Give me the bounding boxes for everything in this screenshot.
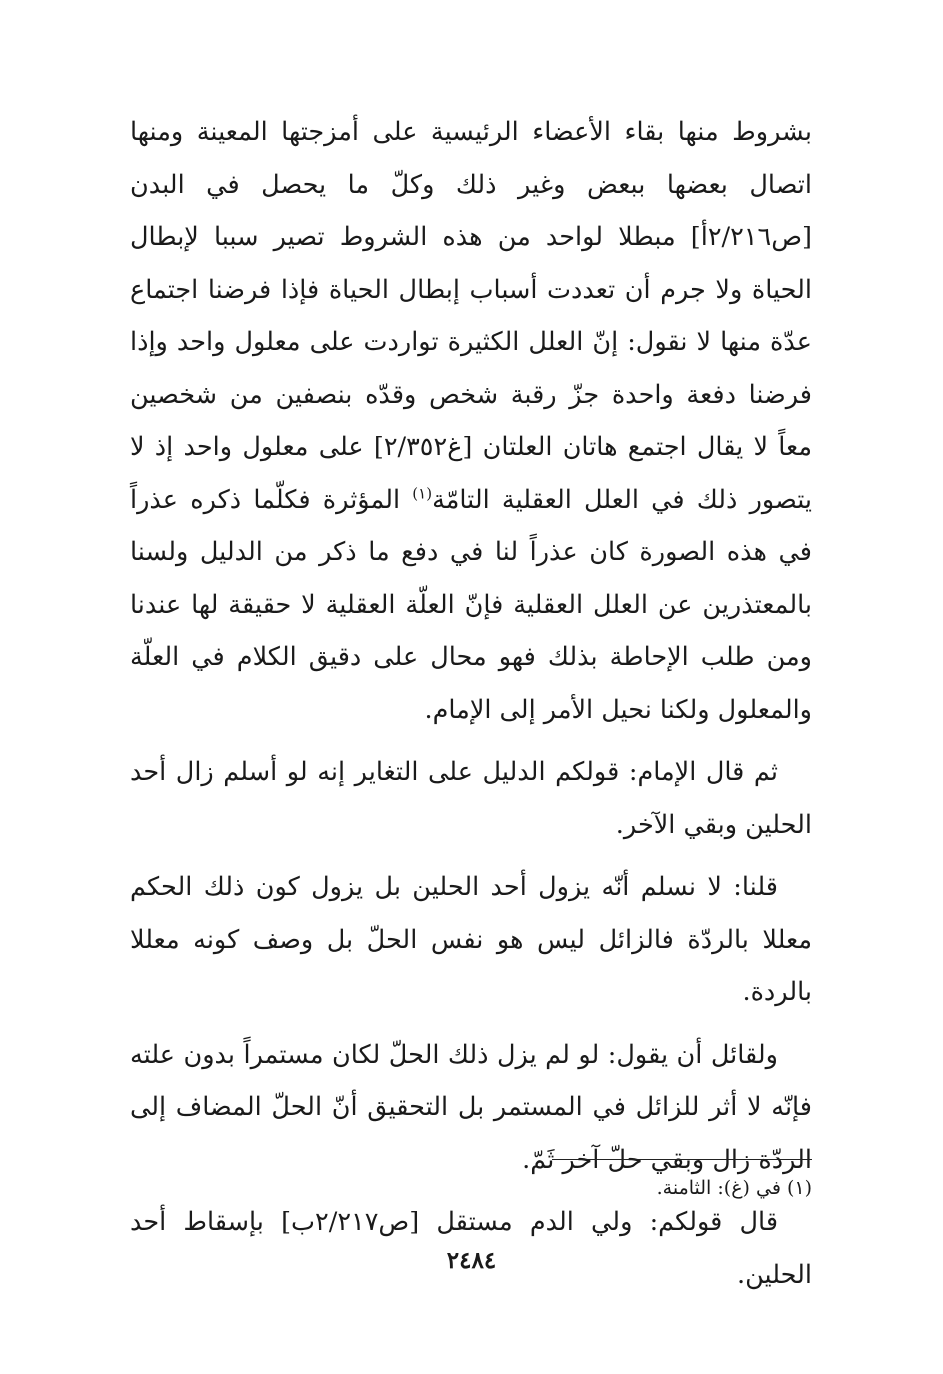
page-number: ٢٤٨٤ xyxy=(446,1247,497,1274)
paragraph-3: قلنا: لا نسلم أنّه يزول أحد الحلين بل يزول كون ذلك الحكم معللا بالردّة فالزائل ليس هو نفس الحلّ بل وصف كونه معللا بالردة. xyxy=(130,872,812,1007)
footnote-reference: (١) xyxy=(412,484,433,502)
paragraph-1-text-b: المؤثرة فكلّما ذكره عذراً في هذه الصورة كان عذراً لنا في دفع ما ذكر من الدليل ولسنا بالمعتذرين عن العلل العقلية فإنّ العلّة العقلية لا حقيقة لها عندنا ومن طلب الإحاطة بذلك فهو محال على دقيق الكلام في العلّة والمعلول ولكنا نحيل الأمر إلى الإمام. xyxy=(130,484,812,725)
paragraph-4: ولقائل أن يقول: لو لم يزل ذلك الحلّ لكان مستمراً بدون علته فإنّه لا أثر للزائل في المستمر بل التحقيق أنّ الحلّ المضاف إلى الردّة زال وبقي حلّ آخر ثَمّ. xyxy=(130,1039,812,1175)
paragraph-5: قال قولكم: ولي الدم مستقل [ص٢/٢١٧ب] بإسقاط أحد الحلين. xyxy=(130,1207,812,1290)
footnote-divider xyxy=(552,1159,812,1160)
paragraph-1-text-a: بشروط منها بقاء الأعضاء الرئيسية على أمزجتها المعينة ومنها اتصال بعضها ببعض وغير ذلك وكلّ ما يحصل في البدن [ص٢/٢١٦أ] مبطلا لواحد من هذه الشروط تصير سببا لإبطال الحياة ولا جرم أن تعددت أسباب إبطال الحياة فإذا فرضنا اجتماع عدّة منها لا نقول: إنّ العلل الكثيرة تواردت على معلول واحد وإذا فرضنا دفعة واحدة جزّ رقبة شخص وقدّه بنصفين من شخصين معاً لا يقال اجتمع هاتان العلتان [غ٢/٣٥٢] على معلول واحد إذ لا يتصور ذلك في العلل العقلية التامّة xyxy=(130,117,813,515)
footnote: (١) في (غ): الثامنة. xyxy=(656,1177,812,1199)
main-text xyxy=(130,106,812,1301)
paragraph-1 xyxy=(130,106,812,736)
paragraph-2: ثم قال الإمام: قولكم الدليل على التغاير إنه لو أسلم زال أحد الحلين وبقي الآخر. xyxy=(130,757,812,840)
